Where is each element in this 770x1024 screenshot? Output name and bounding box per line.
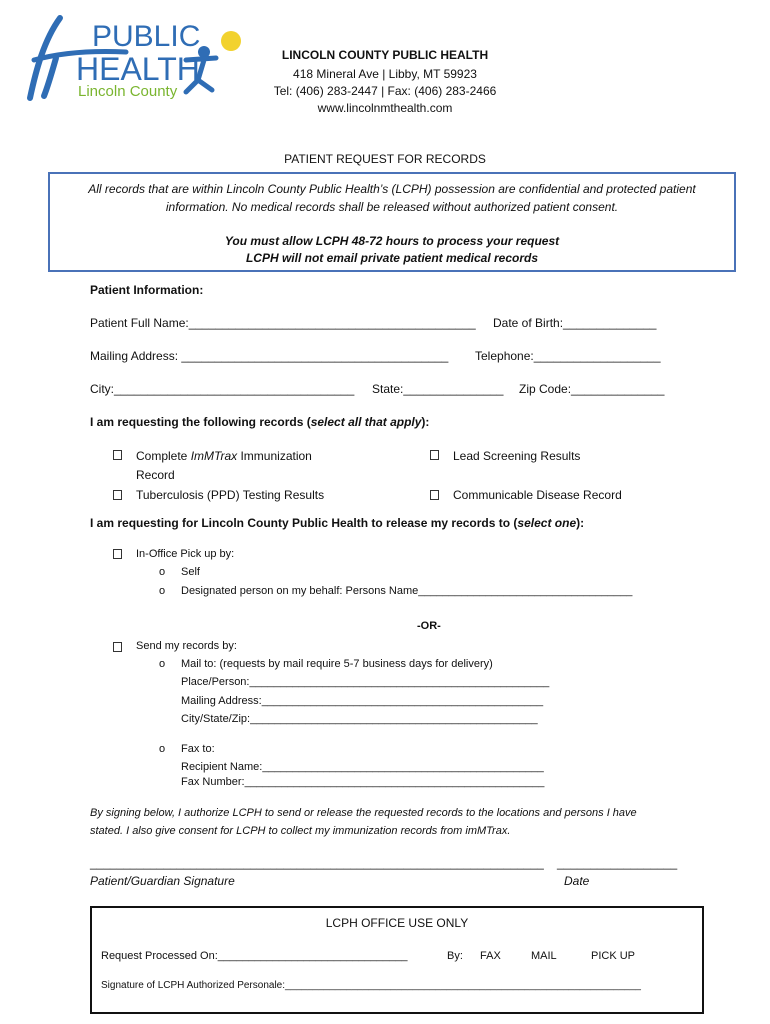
city-field[interactable]: City:____________________________________	[90, 382, 355, 396]
bullet-mail: o	[159, 658, 166, 670]
logo-graphic	[26, 10, 248, 102]
form-title: PATIENT REQUEST FOR RECORDS	[284, 152, 486, 166]
notice-box	[48, 172, 736, 272]
bullet-self: o	[159, 566, 166, 578]
fax-to-label: Fax to:	[181, 743, 215, 755]
records-heading-end: ):	[421, 415, 430, 429]
date-line[interactable]: __________________	[557, 856, 678, 870]
date-label: Date	[564, 874, 590, 888]
release-heading-emphasis: select one	[517, 516, 577, 530]
immunization-label-a: Complete	[136, 449, 191, 463]
recipient-name-field[interactable]: Recipient Name:______________________________________________	[181, 761, 544, 773]
date-of-birth-field[interactable]: Date of Birth:______________	[493, 316, 657, 330]
logo-text-county: Lincoln County	[78, 83, 178, 100]
designated-person-field[interactable]: Designated person on my behalf: Persons Name___________________________________	[181, 585, 633, 597]
state-field[interactable]: State:_______________	[372, 382, 504, 396]
communicable-disease-label: Communicable Disease Record	[453, 488, 622, 502]
notice-line-3: You must allow LCPH 48-72 hours to process your request	[224, 234, 560, 248]
release-heading-text: I am requesting for Lincoln County Public Health to release my records to (	[90, 516, 518, 530]
or-separator: -OR-	[417, 620, 441, 632]
logo-text-health: HEALTH	[76, 51, 200, 87]
office-use-box	[90, 906, 704, 1014]
mail-to-label: Mail to: (requests by mail require 5-7 business days for delivery)	[181, 658, 493, 670]
place-person-field[interactable]: Place/Person:_________________________________________________	[181, 676, 550, 688]
org-website: www.lincolnmthealth.com	[317, 101, 453, 115]
self-option[interactable]: Self	[181, 566, 200, 578]
patient-full-name-field[interactable]: Patient Full Name:___________________________________________	[90, 316, 476, 330]
release-heading	[90, 516, 584, 530]
send-records-checkbox[interactable]	[113, 642, 122, 652]
notice-line-4: LCPH will not email private patient medical records	[245, 251, 539, 265]
telephone-field[interactable]: Telephone:___________________	[475, 349, 661, 363]
records-heading	[90, 415, 429, 429]
logo	[26, 10, 248, 102]
signature-label: Patient/Guardian Signature	[90, 874, 235, 888]
tuberculosis-label: Tuberculosis (PPD) Testing Results	[136, 488, 325, 502]
request-processed-field[interactable]: Request Processed On:_______________________________	[101, 950, 408, 962]
zip-code-field[interactable]: Zip Code:______________	[519, 382, 665, 396]
patient-info-heading: Patient Information:	[90, 283, 204, 297]
records-heading-text: I am requesting the following records (	[90, 415, 311, 429]
org-phone: Tel: (406) 283-2447 | Fax: (406) 283-2466	[273, 84, 497, 98]
pickup-option[interactable]: PICK UP	[591, 950, 636, 962]
immunization-label-line2: Record	[136, 468, 175, 482]
consent-line-2: stated. I also give consent for LCPH to collect my immunization records from imMTrax.	[90, 825, 511, 837]
logo-text-public: PUBLIC	[92, 20, 201, 53]
city-state-zip-field[interactable]: City/State/Zip:_______________________________________________	[181, 713, 538, 725]
fax-number-field[interactable]: Fax Number:_________________________________________________	[181, 776, 545, 788]
communicable-disease-checkbox[interactable]	[430, 490, 439, 500]
bullet-fax: o	[159, 743, 166, 755]
tuberculosis-checkbox[interactable]	[113, 490, 122, 500]
immunization-checkbox[interactable]	[113, 450, 122, 460]
org-address: 418 Mineral Ave | Libby, MT 59923	[293, 67, 477, 81]
consent-line-1: By signing below, I authorize LCPH to send or release the requested records to the locations and persons I have	[90, 807, 637, 819]
mail-option[interactable]: MAIL	[531, 950, 557, 962]
office-use-title: LCPH OFFICE USE ONLY	[325, 916, 469, 930]
records-heading-emphasis: select all that apply	[310, 415, 422, 429]
lead-screening-checkbox[interactable]	[430, 450, 439, 460]
notice-line-1: All records that are within Lincoln County Public Health’s (LCPH) possession are confidential and protected patient	[88, 182, 696, 196]
authorized-signature-field[interactable]: Signature of LCPH Authorized Personale:________________________________________________________________	[101, 980, 641, 991]
immunization-label-c: Immunization	[237, 449, 312, 463]
notice-line-2: information. No medical records shall be released without authorized patient consent.	[165, 200, 619, 214]
bullet-designated: o	[159, 585, 166, 597]
immunization-label-immtrax: ImMTrax	[190, 449, 238, 463]
org-name: LINCOLN COUNTY PUBLIC HEALTH	[281, 48, 489, 62]
immunization-label	[136, 449, 312, 463]
pickup-label: In-Office Pick up by:	[136, 548, 235, 560]
processed-by-label: By:	[447, 950, 463, 962]
mailing-address-field[interactable]: Mailing Address: ________________________________________	[90, 349, 449, 363]
release-heading-end: ):	[576, 516, 585, 530]
pickup-checkbox[interactable]	[113, 549, 122, 559]
send-records-label: Send my records by:	[136, 640, 237, 652]
signature-line[interactable]: ____________________________________________________________________	[90, 856, 544, 870]
lead-screening-label: Lead Screening Results	[453, 449, 581, 463]
fax-option[interactable]: FAX	[480, 950, 501, 962]
mail-address-field[interactable]: Mailing Address:______________________________________________	[181, 695, 544, 707]
